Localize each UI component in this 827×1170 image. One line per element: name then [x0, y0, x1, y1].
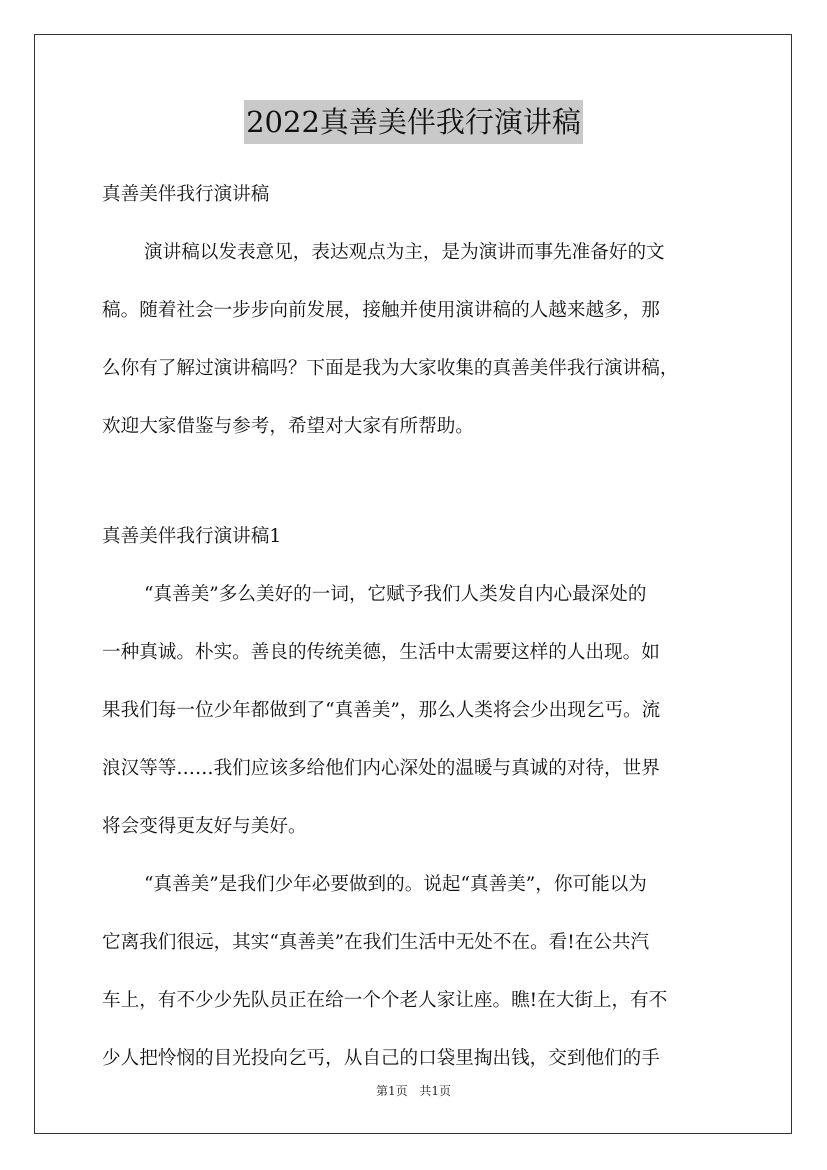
- intro-line: 欢迎大家借鉴与参考，希望对大家有所帮助。: [102, 416, 474, 437]
- paragraph-1-line: 浪汉等等……我们应该多给他们内心深处的温暖与真诚的对待，世界: [102, 758, 660, 779]
- intro-line: 演讲稿以发表意见，表达观点为主，是为演讲而事先准备好的文: [144, 242, 665, 263]
- paragraph-2-line: “真善美”是我们少年必要做到的。说起“真善美”，你可能以为: [144, 874, 647, 895]
- section-spacer: [102, 466, 742, 518]
- paragraph-2-line: 少人把怜悯的目光投向乞丐，从自己的口袋里掏出钱，交到他们的手: [102, 1048, 660, 1069]
- document-heading: 真善美伴我行演讲稿: [102, 184, 270, 205]
- paragraph-2-line: 车上，有不少少先队员正在给一个个老人家让座。瞧!在大街上，有不: [102, 990, 668, 1011]
- intro-line: 么你有了解过演讲稿吗？下面是我为大家收集的真善美伴我行演讲稿，: [102, 358, 679, 379]
- page-footer: [0, 1082, 827, 1099]
- intro-line: 稿。随着社会一步步向前发展，接触并使用演讲稿的人越来越多，那: [102, 300, 660, 321]
- document-title: 2022真善美伴我行演讲稿: [244, 100, 583, 144]
- paragraph-1-line: 将会变得更友好与美好。: [102, 816, 307, 837]
- paragraph-1-line: 一种真诚。朴实。善良的传统美德，生活中太需要这样的人出现。如: [102, 642, 660, 663]
- title-container: [0, 100, 827, 144]
- page-number: 第1页: [375, 1084, 408, 1098]
- paragraph-1-line: “真善美”多么美好的一词，它赋予我们人类发自内心最深处的: [144, 584, 647, 605]
- section-heading: 真善美伴我行演讲稿1: [102, 526, 282, 547]
- document-body: [102, 176, 742, 1098]
- paragraph-1-line: 果我们每一位少年都做到了“真善美”，那么人类将会少出现乞丐。流: [102, 700, 661, 721]
- paragraph-2-line: 它离我们很远，其实“真善美”在我们生活中无处不在。看!在公共汽: [102, 932, 650, 953]
- page-total: 共1页: [419, 1084, 452, 1098]
